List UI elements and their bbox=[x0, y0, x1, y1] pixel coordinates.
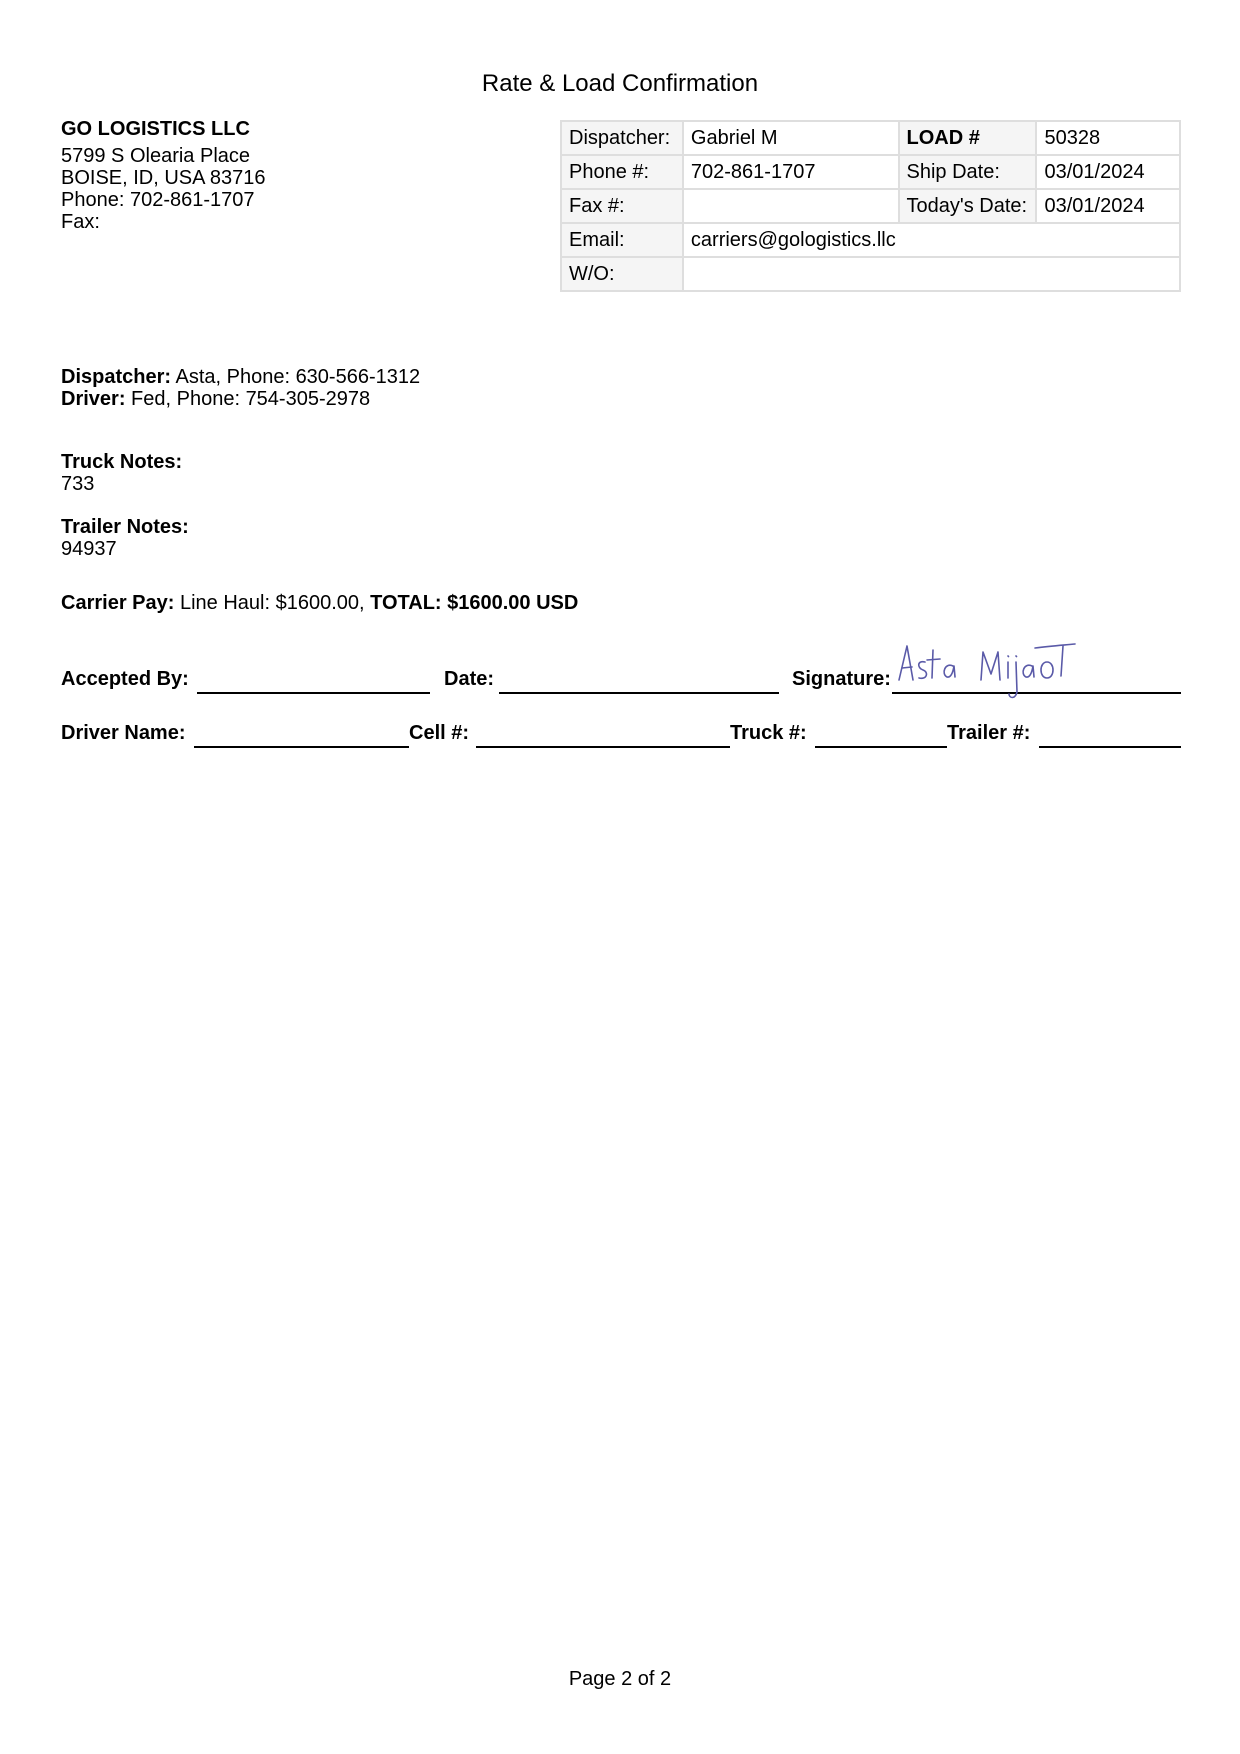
table-row bbox=[561, 189, 1180, 223]
signature-label: Signature: bbox=[792, 668, 891, 690]
company-phone: Phone: 702-861-1707 bbox=[61, 189, 255, 211]
ship-date-value: 03/01/2024 bbox=[1036, 155, 1180, 189]
date-line[interactable] bbox=[499, 692, 779, 694]
load-number-value: 50328 bbox=[1036, 121, 1180, 155]
wo-label: W/O: bbox=[561, 257, 683, 291]
cell-line[interactable] bbox=[476, 746, 730, 748]
company-name: GO LOGISTICS LLC bbox=[61, 118, 250, 140]
trailer-notes-label: Trailer Notes: bbox=[61, 516, 189, 538]
pay-total: TOTAL: $1600.00 USD bbox=[370, 592, 579, 614]
todays-date-label: Today's Date: bbox=[899, 189, 1037, 223]
company-address-line2: BOISE, ID, USA 83716 bbox=[61, 167, 266, 189]
driver-name-label: Driver Name: bbox=[61, 722, 186, 744]
carrier-driver-value: Fed, Phone: 754-305-2978 bbox=[125, 388, 371, 410]
carrier-driver-line bbox=[61, 388, 420, 410]
accepted-by-line[interactable] bbox=[197, 692, 430, 694]
fax-value bbox=[683, 189, 899, 223]
trailer-line[interactable] bbox=[1039, 746, 1181, 748]
truck-line[interactable] bbox=[815, 746, 947, 748]
carrier-driver-label: Driver: bbox=[61, 388, 126, 410]
table-row bbox=[561, 223, 1180, 257]
accepted-by-label: Accepted By: bbox=[61, 668, 189, 690]
dispatcher-value: Gabriel M bbox=[683, 121, 899, 155]
carrier-dispatcher-value: Asta, Phone: 630-566-1312 bbox=[171, 366, 421, 388]
email-label: Email: bbox=[561, 223, 683, 257]
table-row bbox=[561, 155, 1180, 189]
trailer-notes bbox=[61, 516, 189, 560]
phone-label: Phone #: bbox=[561, 155, 683, 189]
trailer-label: Trailer #: bbox=[947, 722, 1031, 744]
truck-label: Truck #: bbox=[730, 722, 807, 744]
page-number: Page 2 of 2 bbox=[568, 1668, 672, 1690]
table-row bbox=[561, 257, 1180, 291]
load-info-table bbox=[560, 120, 1181, 292]
wo-value bbox=[683, 257, 1180, 291]
todays-date-value: 03/01/2024 bbox=[1036, 189, 1180, 223]
table-row bbox=[561, 121, 1180, 155]
truck-notes-value: 733 bbox=[61, 473, 95, 495]
dispatcher-label: Dispatcher: bbox=[561, 121, 683, 155]
driver-name-line[interactable] bbox=[194, 746, 409, 748]
carrier-dispatcher-line bbox=[61, 366, 420, 388]
date-label: Date: bbox=[444, 668, 495, 690]
email-value: carriers@gologistics.llc bbox=[683, 223, 1180, 257]
carrier-pay-label: Carrier Pay: bbox=[61, 592, 175, 614]
cell-label: Cell #: bbox=[409, 722, 470, 744]
truck-notes bbox=[61, 451, 182, 495]
driver-info-row bbox=[61, 722, 1181, 752]
company-fax: Fax: bbox=[61, 211, 100, 233]
phone-value: 702-861-1707 bbox=[683, 155, 899, 189]
company-block bbox=[61, 118, 266, 233]
fax-label: Fax #: bbox=[561, 189, 683, 223]
handwritten-signature bbox=[895, 640, 1095, 714]
trailer-notes-value: 94937 bbox=[61, 538, 117, 560]
company-address-line1: 5799 S Olearia Place bbox=[61, 145, 251, 167]
carrier-dispatcher-label: Dispatcher: bbox=[61, 366, 172, 388]
carrier-contacts bbox=[61, 366, 420, 410]
carrier-pay bbox=[61, 592, 578, 614]
load-number-label: LOAD # bbox=[899, 121, 1037, 155]
document-title: Rate & Load Confirmation bbox=[481, 70, 759, 97]
ship-date-label: Ship Date: bbox=[899, 155, 1037, 189]
truck-notes-label: Truck Notes: bbox=[61, 451, 183, 473]
line-haul-value: Line Haul: $1600.00, bbox=[174, 592, 371, 614]
